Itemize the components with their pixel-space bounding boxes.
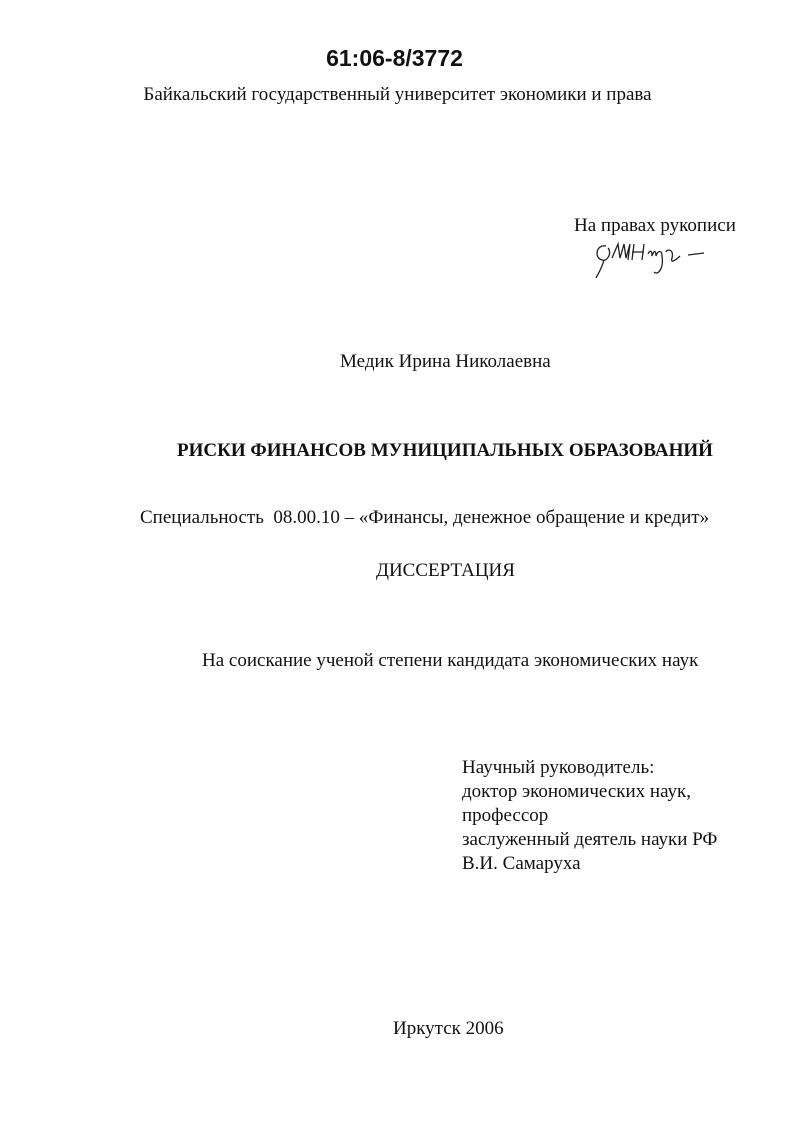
- advisor-name: В.И. Самаруха: [462, 853, 581, 874]
- specialty: Специальность 08.00.10 – «Финансы, денежное обращение и кредит»: [140, 507, 710, 528]
- city-year: Иркутск 2006: [393, 1018, 504, 1039]
- advisor-label: Научный руководитель:: [462, 757, 655, 778]
- university-name: Байкальский государственный университет экономики и права: [143, 84, 652, 105]
- author-name: Медик Ирина Николаевна: [340, 351, 551, 372]
- advisor-degree: доктор экономических наук,: [462, 781, 692, 802]
- handwritten-signature: [592, 238, 707, 280]
- registry-code: 61:06-8/3772: [326, 45, 463, 71]
- manuscript-rights-note: На правах рукописи: [574, 215, 736, 236]
- degree-purpose: На соискание ученой степени кандидата экономических наук: [202, 650, 699, 671]
- dissertation-title: РИСКИ ФИНАНСОВ МУНИЦИПАЛЬНЫХ ОБРАЗОВАНИЙ: [177, 440, 713, 461]
- advisor-rank: профессор: [462, 805, 549, 826]
- advisor-title: заслуженный деятель науки РФ: [462, 829, 718, 850]
- document-type: ДИССЕРТАЦИЯ: [376, 560, 515, 581]
